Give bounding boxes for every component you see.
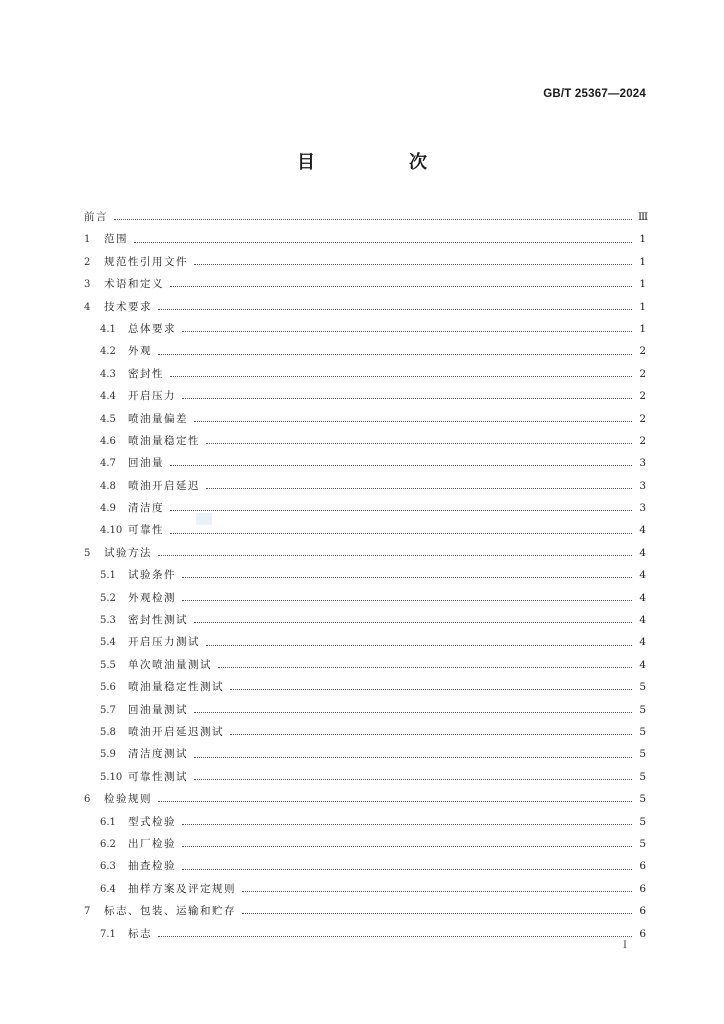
toc-entry-label: 试验方法 [104, 546, 152, 559]
toc-entry-number: 4.7 [100, 458, 116, 470]
toc-entry-page: 6 [639, 927, 646, 940]
toc-dot-leader [194, 757, 632, 758]
toc-entry[interactable] [84, 408, 646, 430]
toc-entry-number: 7.1 [100, 928, 116, 940]
toc-entry-label: 抽查检验 [128, 860, 176, 873]
toc-entry[interactable] [84, 923, 646, 945]
scan-artifact [196, 513, 212, 525]
toc-entry-page: 5 [639, 815, 646, 828]
toc-entry-page: 4 [639, 524, 646, 537]
toc-entry[interactable] [84, 900, 646, 922]
toc-entry-number: 4.5 [100, 413, 116, 425]
toc-entry-number: 3 [84, 279, 91, 291]
toc-entry[interactable] [84, 452, 646, 474]
toc-entry-label: 检验规则 [104, 793, 152, 806]
toc-entry-number: 5 [84, 547, 91, 559]
toc-entry[interactable] [84, 721, 646, 743]
toc-entry[interactable] [84, 340, 646, 362]
toc-entry-label: 术语和定义 [104, 278, 164, 291]
toc-entry[interactable] [84, 542, 646, 564]
toc-dot-leader [194, 264, 632, 265]
toc-entry-label: 试验条件 [128, 569, 176, 582]
toc-entry-page: 2 [639, 434, 646, 447]
toc-entry-number: 2 [84, 256, 91, 268]
toc-entry-page: 1 [639, 278, 646, 291]
toc-entry[interactable] [84, 385, 646, 407]
toc-dot-leader [242, 891, 632, 892]
toc-entry-page: 5 [639, 770, 646, 783]
toc-dot-leader [134, 242, 632, 243]
toc-entry[interactable] [84, 318, 646, 340]
toc-dot-leader [230, 689, 632, 690]
toc-entry-page: 2 [639, 345, 646, 358]
toc-entry-page: 1 [639, 233, 646, 246]
toc-entry-label: 密封性 [128, 367, 164, 380]
toc-entry-page: 5 [639, 748, 646, 761]
toc-entry-page: 4 [639, 636, 646, 649]
toc-entry-label: 外观 [128, 345, 152, 358]
toc-entry[interactable] [84, 878, 646, 900]
toc-entry-label: 回油量 [128, 457, 164, 470]
toc-entry-label: 喷油量稳定性 [128, 434, 200, 447]
toc-dot-leader [194, 779, 632, 780]
toc-entry-label: 范围 [104, 233, 128, 246]
toc-dot-leader [182, 331, 632, 332]
toc-entry-label: 喷油开启延迟测试 [128, 725, 224, 738]
toc-entry-page: 3 [639, 457, 646, 470]
table-of-contents [84, 206, 649, 945]
footer-page-number: I [623, 940, 627, 951]
toc-dot-leader [194, 421, 632, 422]
toc-entry-page: 2 [639, 367, 646, 380]
toc-entry-label: 规范性引用文件 [104, 255, 188, 268]
toc-dot-leader [182, 824, 632, 825]
toc-entry-page: 4 [639, 569, 646, 582]
toc-dot-leader [206, 488, 632, 489]
toc-entry-label: 出厂检验 [128, 837, 176, 850]
toc-entry[interactable] [84, 206, 649, 228]
toc-entry-page: 6 [639, 860, 646, 873]
toc-entry-page: 1 [639, 300, 646, 313]
toc-dot-leader [194, 622, 632, 623]
toc-entry[interactable] [84, 855, 646, 877]
toc-title: 目 次 [297, 152, 465, 173]
toc-entry-label: 外观检测 [128, 591, 176, 604]
toc-entry-page: 2 [639, 412, 646, 425]
toc-entry-number: 5.3 [100, 615, 116, 627]
toc-entry[interactable] [84, 743, 646, 765]
toc-entry-number: 6.4 [100, 883, 116, 895]
toc-entry-number: 5.6 [100, 682, 116, 694]
toc-entry-number: 4.9 [100, 503, 116, 515]
toc-entry[interactable] [84, 475, 646, 497]
toc-dot-leader [242, 913, 632, 914]
toc-entry-label: 密封性测试 [128, 614, 188, 627]
toc-entry-number: 6 [84, 794, 91, 806]
toc-dot-leader [170, 533, 632, 534]
toc-entry-label: 喷油量偏差 [128, 412, 188, 425]
toc-entry[interactable] [84, 676, 646, 698]
toc-entry-number: 1 [84, 234, 91, 246]
toc-entry-page: 5 [639, 837, 646, 850]
toc-entry-label: 开启压力测试 [128, 636, 200, 649]
toc-entry[interactable] [84, 833, 646, 855]
toc-entry[interactable] [84, 631, 646, 653]
toc-dot-leader [158, 555, 632, 556]
toc-dot-leader [158, 354, 632, 355]
toc-entry[interactable] [84, 654, 646, 676]
toc-entry-label: 可靠性测试 [128, 770, 188, 783]
toc-entry[interactable] [84, 587, 646, 609]
toc-entry-number: 4.2 [100, 346, 116, 358]
toc-entry-label: 技术要求 [104, 300, 152, 313]
toc-entry-page: 4 [639, 658, 646, 671]
toc-entry-label: 前言 [84, 211, 108, 223]
toc-dot-leader [182, 577, 632, 578]
toc-dot-leader [182, 398, 632, 399]
toc-dot-leader [170, 465, 632, 466]
toc-entry-number: 5.9 [100, 749, 116, 761]
toc-entry[interactable] [84, 788, 646, 810]
toc-entry[interactable] [84, 228, 646, 250]
toc-entry[interactable] [84, 564, 646, 586]
toc-entry-number: 4.4 [100, 391, 116, 403]
toc-entry-number: 5.7 [100, 704, 116, 716]
toc-entry-label: 开启压力 [128, 390, 176, 403]
toc-entry[interactable] [84, 363, 646, 385]
toc-entry-label: 可靠性 [128, 524, 164, 537]
toc-entry-number: 4.6 [100, 435, 116, 447]
toc-dot-leader [170, 376, 632, 377]
toc-entry-page: 4 [639, 546, 646, 559]
toc-entry-number: 4.8 [100, 480, 116, 492]
toc-entry-page: 1 [639, 255, 646, 268]
toc-dot-leader [218, 667, 632, 668]
toc-entry-number: 4.1 [100, 323, 116, 335]
toc-entry-number: 6.3 [100, 861, 116, 873]
toc-entry-label: 喷油开启延迟 [128, 479, 200, 492]
toc-dot-leader [158, 936, 632, 937]
toc-entry-page: 5 [639, 725, 646, 738]
toc-dot-leader [194, 712, 632, 713]
toc-dot-leader [206, 443, 632, 444]
toc-entry-number: 4.10 [100, 525, 123, 537]
toc-entry[interactable] [84, 296, 646, 318]
toc-entry-number: 5.2 [100, 592, 116, 604]
toc-entry[interactable] [84, 497, 646, 519]
toc-entry[interactable] [84, 811, 646, 833]
toc-entry-page: 5 [639, 703, 646, 716]
toc-entry-number: 6.2 [100, 838, 116, 850]
toc-entry[interactable] [84, 519, 646, 541]
toc-entry-page: Ⅲ [638, 211, 649, 223]
toc-dot-leader [182, 869, 632, 870]
toc-entry[interactable] [84, 273, 646, 295]
toc-entry-number: 4 [84, 301, 91, 313]
toc-dot-leader [182, 846, 632, 847]
toc-entry-label: 型式检验 [128, 815, 176, 828]
toc-dot-leader [182, 600, 632, 601]
toc-entry[interactable] [84, 766, 646, 788]
toc-entry[interactable] [84, 699, 646, 721]
toc-entry[interactable] [84, 251, 646, 273]
toc-entry-page: 2 [639, 390, 646, 403]
toc-entry-number: 5.8 [100, 726, 116, 738]
toc-entry-page: 3 [639, 479, 646, 492]
toc-dot-leader [230, 734, 632, 735]
toc-dot-leader [170, 510, 632, 511]
toc-entry[interactable] [84, 430, 646, 452]
toc-entry-label: 单次喷油量测试 [128, 658, 212, 671]
toc-entry-label: 清洁度测试 [128, 748, 188, 761]
toc-entry-page: 6 [639, 882, 646, 895]
toc-entry-label: 抽样方案及评定规则 [128, 882, 236, 895]
toc-entry-page: 5 [639, 793, 646, 806]
toc-entry-number: 5.1 [100, 570, 116, 582]
toc-entry-label: 标志 [128, 927, 152, 940]
toc-dot-leader [158, 309, 632, 310]
toc-dot-leader [114, 219, 632, 220]
toc-entry[interactable] [84, 609, 646, 631]
toc-entry-page: 5 [639, 681, 646, 694]
toc-entry-page: 6 [639, 905, 646, 918]
standard-number: GB/T 25367—2024 [543, 88, 646, 100]
toc-entry-label: 回油量测试 [128, 703, 188, 716]
toc-entry-page: 4 [639, 591, 646, 604]
toc-entry-number: 5.5 [100, 659, 116, 671]
toc-entry-number: 5.4 [100, 637, 116, 649]
toc-entry-number: 6.1 [100, 816, 116, 828]
toc-entry-label: 清洁度 [128, 502, 164, 515]
toc-entry-label: 标志、包装、运输和贮存 [104, 905, 236, 918]
toc-dot-leader [170, 286, 632, 287]
toc-entry-number: 4.3 [100, 368, 116, 380]
toc-entry-page: 4 [639, 614, 646, 627]
toc-dot-leader [206, 645, 632, 646]
toc-entry-page: 3 [639, 502, 646, 515]
toc-entry-number: 5.10 [100, 771, 123, 783]
toc-entry-page: 1 [639, 322, 646, 335]
toc-dot-leader [158, 801, 632, 802]
toc-entry-label: 总体要求 [128, 322, 176, 335]
toc-entry-number: 7 [84, 906, 91, 918]
toc-entry-label: 喷油量稳定性测试 [128, 681, 224, 694]
